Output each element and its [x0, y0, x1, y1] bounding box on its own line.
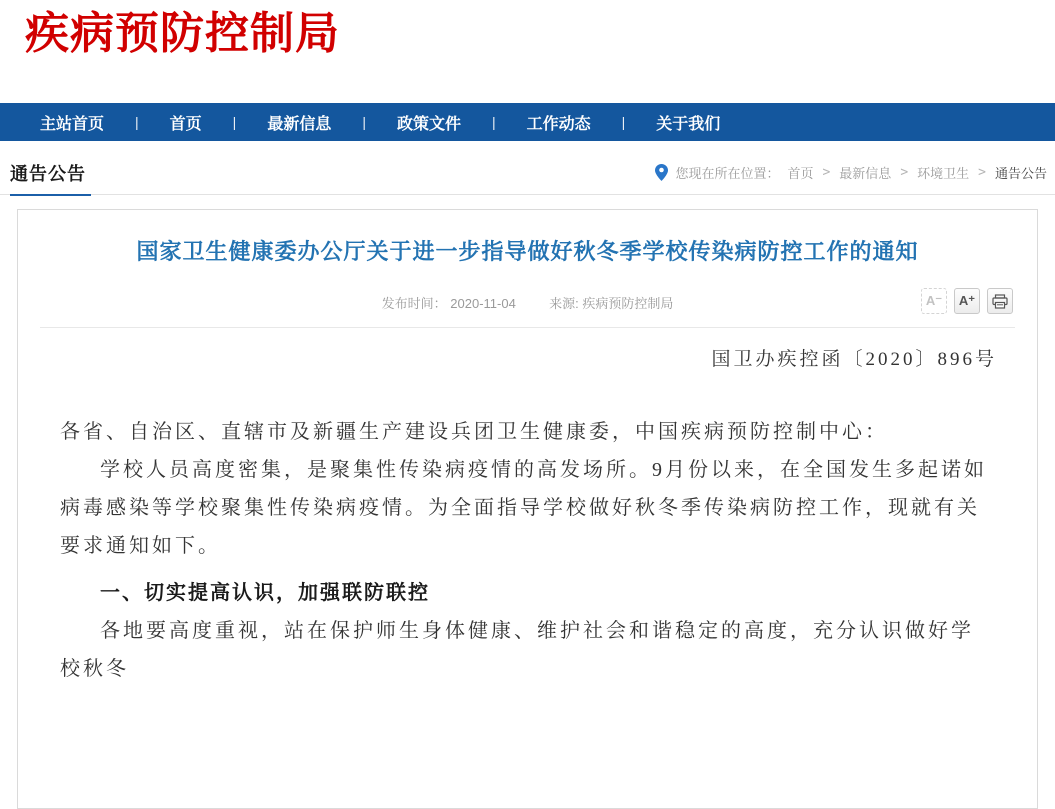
breadcrumb-link[interactable]: 首页: [787, 166, 814, 181]
article-paragraph: 各省、自治区、直辖市及新疆生产建设兵团卫生健康委，中国疾病预防控制中心：: [60, 421, 888, 443]
main-nav: [0, 103, 1055, 141]
article-tools: [914, 288, 1013, 314]
breadcrumb-separator: >: [822, 165, 831, 180]
breadcrumb: [655, 163, 1047, 182]
article-paragraph: 学校人员高度密集，是聚集性传染病疫情的高发场所。9月份以来，在全国发生多起诺如病毒感染等学校聚集性传染病疫情。为全面指导学校做好秋冬季传染病防控工作，现就有关要求通知如下。: [60, 459, 987, 557]
nav-item[interactable]: 主站首页: [40, 115, 105, 133]
article-title: 国家卫生健康委办公厅关于进一步指导做好秋冬季学校传染病防控工作的通知: [136, 239, 919, 264]
article-body: [60, 413, 991, 688]
nav-item[interactable]: 首页: [169, 115, 202, 133]
source-value: 疾病预防控制局: [582, 296, 674, 311]
publish-time-label: 发布时间：: [381, 296, 447, 311]
nav-separator: |: [362, 114, 366, 130]
nav-item[interactable]: 关于我们: [656, 115, 721, 133]
article-paragraph: 一、切实提高认识，加强联防联控: [100, 582, 430, 604]
font-decrease-button[interactable]: A⁻: [921, 288, 947, 314]
breadcrumb-items: [787, 163, 1047, 182]
masthead: [0, 0, 1055, 103]
subheader: [0, 141, 1055, 195]
location-pin-icon: [655, 164, 668, 181]
breadcrumb-link[interactable]: 最新信息: [839, 166, 892, 181]
breadcrumb-separator: >: [900, 165, 909, 180]
publish-time-value: 2020-11-04: [450, 296, 516, 311]
article-meta: [18, 290, 1037, 318]
nav-separator: |: [232, 114, 237, 130]
nav-item[interactable]: 工作动态: [526, 115, 591, 133]
section-title: 通告公告: [10, 160, 91, 196]
document-number: 国卫办疾控函〔2020〕896号: [711, 349, 997, 370]
font-increase-button[interactable]: A⁺: [954, 288, 980, 314]
breadcrumb-prefix: 您现在所在位置：: [675, 166, 780, 181]
breadcrumb-link[interactable]: 环境卫生: [917, 166, 970, 181]
nav-separator: |: [621, 114, 626, 130]
printer-icon: [992, 294, 1008, 309]
print-button[interactable]: [987, 288, 1013, 314]
site-logo-title[interactable]: 疾病预防控制局: [25, 9, 340, 58]
nav-item[interactable]: 政策文件: [396, 115, 461, 133]
source-label: 来源:: [549, 296, 579, 311]
article-card: [17, 209, 1038, 809]
article-paragraph: 各地要高度重视，站在保护师生身体健康、维护社会和谐稳定的高度，充分认识做好学校秋冬: [60, 620, 974, 680]
breadcrumb-link[interactable]: 通告公告: [994, 166, 1047, 181]
breadcrumb-separator: >: [978, 165, 986, 180]
nav-separator: |: [491, 114, 496, 130]
nav-separator: |: [135, 114, 139, 130]
nav-item[interactable]: 最新信息: [267, 115, 332, 133]
meta-divider: [40, 327, 1015, 328]
